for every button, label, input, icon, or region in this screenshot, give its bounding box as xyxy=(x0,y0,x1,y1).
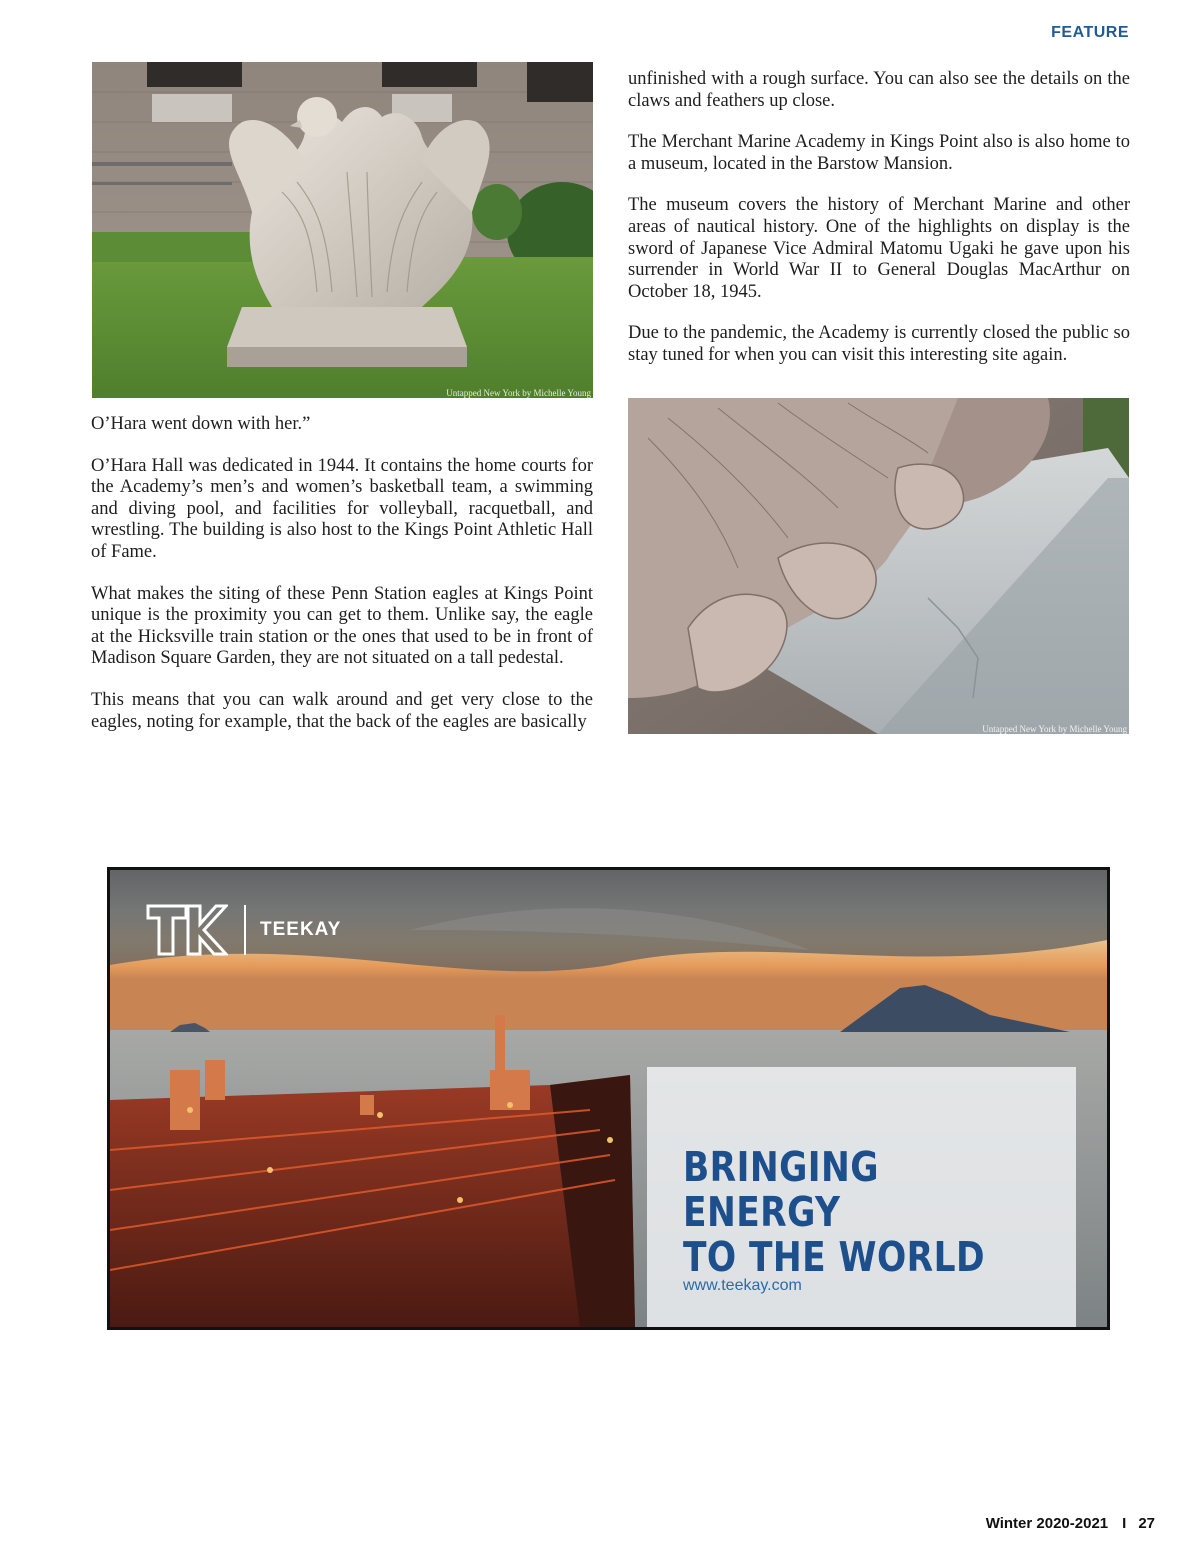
article-paragraph: What makes the siting of these Penn Station eagles at Kings Point unique is the proximity you can get to them. Unlike say, the eagle at the Hicksville train station or the ones that used to be in front of Madison Square Garden, they are not situated on a tall pedestal. xyxy=(91,583,593,669)
photo-credit: Untapped New York by Michelle Young xyxy=(446,388,591,398)
teekay-logo xyxy=(146,904,341,956)
eagle-talons-photo xyxy=(628,398,1129,734)
ad-message-panel xyxy=(647,1067,1076,1330)
logo-divider xyxy=(244,905,246,955)
photo-credit: Untapped New York by Michelle Young xyxy=(982,724,1127,734)
section-label: FEATURE xyxy=(1051,24,1129,41)
teekay-tk-icon xyxy=(146,904,228,956)
article-right-column xyxy=(628,69,1130,387)
article-paragraph: O’Hara Hall was dedicated in 1944. It contains the home courts for the Academy’s men’s and women’s basketball team, a swimming and diving pool, and facilities for volleyball, racquetball, and wrestling. The building is also host to the Kings Point Athletic Hall of Fame. xyxy=(91,455,593,562)
page-footer xyxy=(986,1515,1155,1532)
page-number: 27 xyxy=(1138,1515,1155,1532)
article-paragraph: The museum covers the history of Merchant Marine and other areas of nautical history. One of the highlights on display is the sword of Japanese Vice Admiral Matomu Ugaki he gave upon his surrender in World War II to General Douglas MacArthur on October 18, 1945. xyxy=(628,195,1130,302)
teekay-advertisement[interactable] xyxy=(107,867,1110,1330)
article-paragraph: O’Hara went down with her.” xyxy=(91,414,311,434)
ad-website-link[interactable]: www.teekay.com xyxy=(683,1277,802,1294)
ad-headline: BRINGING ENERGY TO THE WORLD xyxy=(683,1143,985,1281)
brand-name: TEEKAY xyxy=(260,919,342,940)
article-paragraph: The Merchant Marine Academy in Kings Point also is also home to a museum, located in the Barstow Mansion. xyxy=(628,132,1130,174)
issue-label: Winter 2020-2021 xyxy=(985,1515,1109,1532)
footer-separator: I xyxy=(1122,1515,1127,1532)
article-left-column xyxy=(91,414,593,753)
article-paragraph: This means that you can walk around and get very close to the eagles, noting for example, that the back of the eagles are basically xyxy=(91,689,593,732)
article-paragraph: unfinished with a rough surface. You can also see the details on the claws and feathers up close. xyxy=(628,69,1130,111)
article-paragraph: Due to the pandemic, the Academy is currently closed the public so stay tuned for when you can visit this interesting site again. xyxy=(628,323,1130,365)
eagle-statue-photo xyxy=(92,62,593,398)
